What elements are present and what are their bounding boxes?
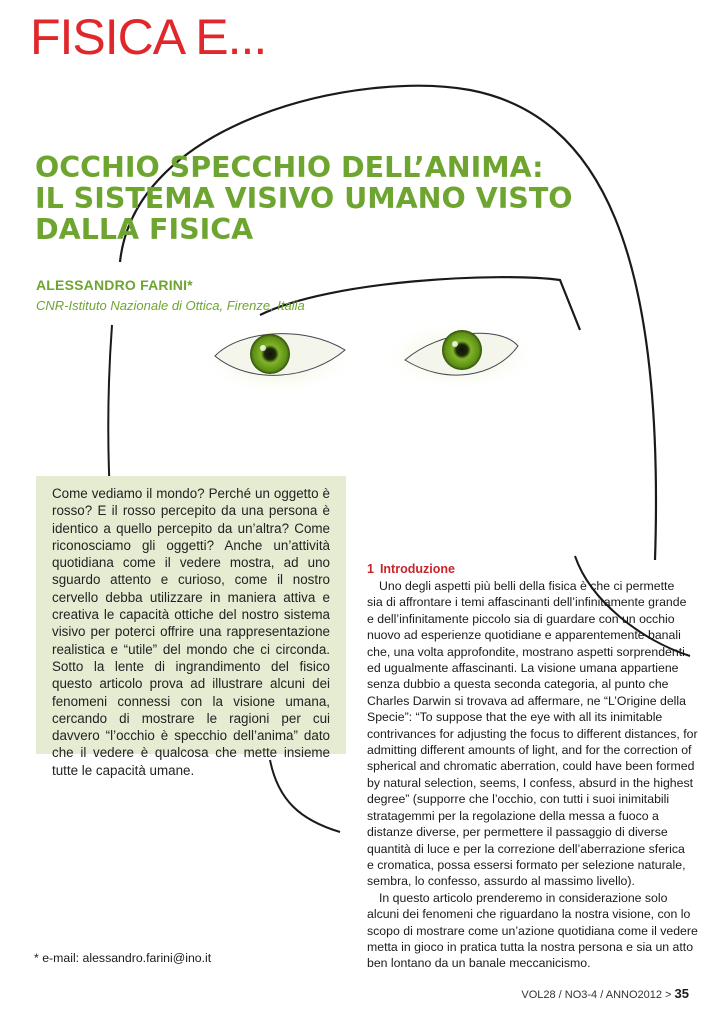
body-line: Charles Darwin si trovava ad affermare, ne “L’Origine della — [367, 693, 686, 708]
fringe-line — [260, 277, 580, 330]
body-line: nuovo ad esperienze quotidiane e apparentemente banali — [367, 628, 681, 643]
body-line: quantità di luce e per la correzione dell’aberrazione sferica — [367, 841, 685, 856]
body-line: stratagemmi per la regolazione della messa a fuoco a — [367, 808, 659, 823]
body-line: e dell’infinitamente piccolo sia di guardare con un occhio — [367, 611, 675, 626]
right-eye — [378, 320, 542, 392]
body-line: distanze diverse, per permettere il passaggio di diverse — [367, 825, 668, 840]
body-paragraph — [367, 578, 698, 890]
body-line: by natural selection, seems, I confess, absurd in the highest — [367, 775, 694, 790]
body-line: e cromatica, possa essersi formato per selezione naturale, — [367, 857, 686, 872]
body-line: degree” (supporre che l’occhio, con tutti i suoi inimitabili — [367, 792, 670, 807]
abstract-box — [36, 476, 346, 778]
page-number: 35 — [674, 986, 689, 1001]
page-folio — [521, 986, 689, 1001]
body-line: senza dubbio a questa seconda categoria, al punto che — [367, 677, 669, 692]
body-line: sembra, lo confesso, assurdo al massimo livello). — [367, 874, 635, 889]
body-line: spherical and chromatic aberration, could have been formed — [367, 759, 695, 774]
author-name: ALESSANDRO FARINI* — [36, 277, 193, 293]
article-title — [35, 152, 575, 245]
section-number: 1 — [367, 562, 374, 576]
abstract-text: Come vediamo il mondo? Perché un oggetto è rosso? E il rosso percepito da una persona è identico a quello percepito da un’altra? Come riconosciamo gli oggetti? Anche un’attività quotidiana come il vedere mostra, ad uno sguardo attento e curioso, come il nostro cervello debba utilizzare in maniera attiva e creativa le capacità ottiche del nostro sistema visivo per poterci offrire una rappresentazione realistica e “utile” del mondo che ci circonda. Sotto la lente di ingrandimento del fisico questo articolo prova ad illustrare alcuni dei fenomeni connessi con la visione umana, cercando di mostrare le ragioni per cui davvero “l’occhio è specchio dell’anima” dato che il vedere è qualcosa che mette insieme tutte le capacità umane. — [52, 486, 330, 778]
footnote-email: * e-mail: alessandro.farini@ino.it — [34, 951, 212, 965]
section-title: Introduzione — [379, 562, 455, 576]
body-line: admitting different amounts of light, and for the correction of — [367, 743, 692, 758]
body-paragraph — [367, 890, 698, 972]
body-line: In questo articolo prenderemo in considerazione solo — [379, 890, 668, 905]
body-line: ed ugualmente affascinanti. La visione umana appartiene — [367, 661, 679, 676]
body-line: Specie”: “To suppose that the eye with all its inimitable — [367, 710, 663, 725]
title-line: OCCHIO SPECCHIO DELL’ANIMA: — [35, 151, 544, 184]
body-line: metta in gioco in pratica tutta la nostra persona e sia un atto — [367, 939, 694, 954]
body-line: ben lontano da un banale meccanicismo. — [367, 956, 591, 971]
author-affiliation: CNR-Istituto Nazionale di Ottica, Firenze, Italia — [36, 298, 305, 313]
section-heading — [367, 562, 455, 576]
body-line: scopo di mostrare come un’azione quotidiana come il vedere — [367, 923, 698, 938]
title-line: IL SISTEMA VISIVO UMANO VISTO — [35, 182, 573, 215]
body-line: Uno degli aspetti più belli della fisica è che ci permette — [379, 579, 675, 593]
title-line: DALLA FISICA — [35, 213, 254, 246]
left-eye — [198, 324, 358, 396]
body-line: che, una volta approfondite, mostrano aspetti sorprendenti — [367, 644, 685, 659]
body-line: contrivances for adjusting the focus to different distances, for — [367, 726, 698, 741]
issue-info: VOL28 / NO3-4 / ANNO2012 > — [521, 989, 672, 1001]
article-body — [367, 578, 698, 972]
body-line: sia di affrontare i temi affascinanti dell’infinitamente grande — [367, 595, 687, 610]
body-line: alcuni dei fenomeni che riguardano la nostra visione, con lo — [367, 907, 691, 922]
section-rubric: FISICA E... — [30, 9, 267, 65]
